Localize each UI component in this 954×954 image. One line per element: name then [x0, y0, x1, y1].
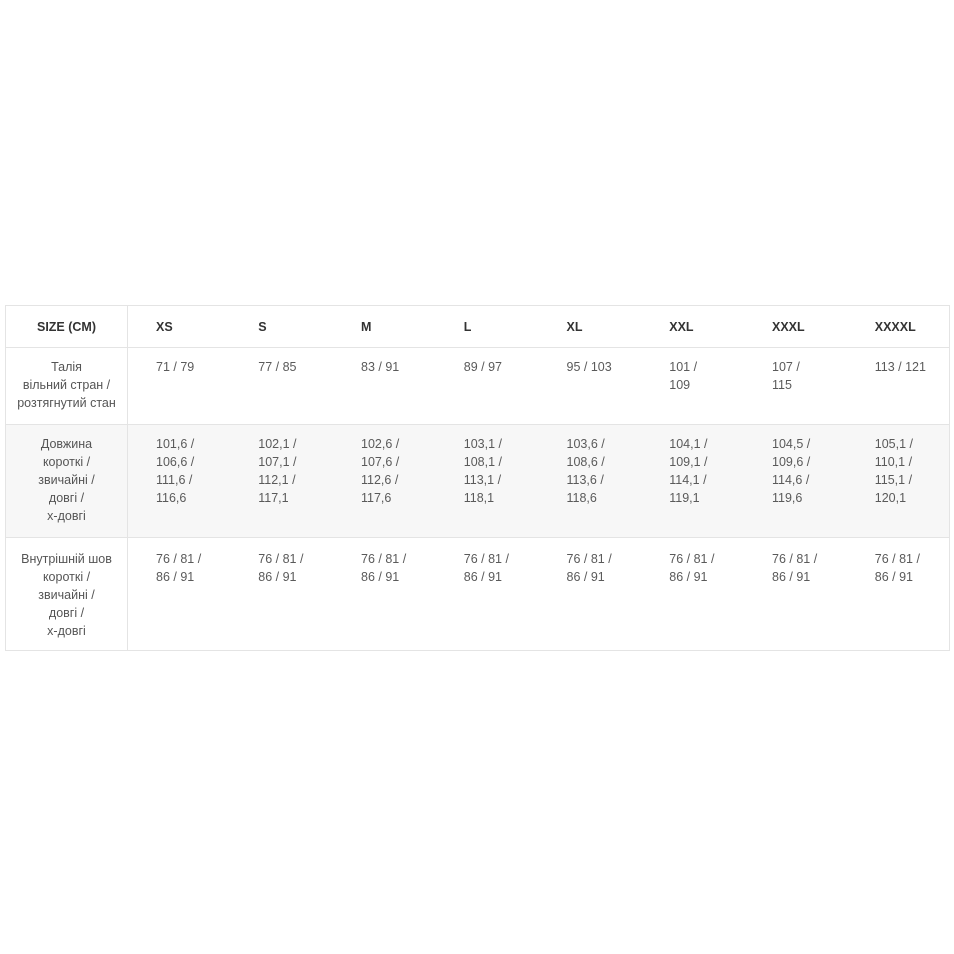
- table-cell: 83 / 91: [361, 360, 400, 374]
- size-header-l: L: [463, 319, 472, 334]
- size-header-m: M: [361, 319, 372, 334]
- table-cell: 76 / 81 / 86 / 91: [669, 552, 715, 584]
- table-row-inseam: [6, 538, 950, 651]
- table-cell: 107 / 115: [772, 360, 800, 392]
- table-cell: 76 / 81 / 86 / 91: [566, 552, 612, 584]
- size-header-label: SIZE (CM): [6, 306, 128, 348]
- table-cell: 103,6 / 108,6 / 113,6 / 118,6: [566, 437, 605, 505]
- table-cell: 113 / 121: [874, 360, 926, 374]
- table-cell: 101,6 / 106,6 / 111,6 / 116,6: [156, 437, 195, 505]
- table-cell: 103,1 / 108,1 / 113,1 / 118,1: [463, 437, 502, 505]
- size-header-xxxl: XXXL: [772, 319, 805, 334]
- table-row-waist: [6, 348, 950, 425]
- table-cell: 76 / 81 / 86 / 91: [463, 552, 509, 584]
- table-cell: 76 / 81 / 86 / 91: [361, 552, 407, 584]
- row-label-inseam: Внутрішній шов короткі / звичайні / довгі / х-довгі: [21, 552, 112, 638]
- row-label-length: Довжина короткі / звичайні / довгі / х-довгі: [38, 437, 95, 523]
- table-cell: 102,1 / 107,1 / 112,1 / 117,1: [258, 437, 297, 505]
- size-chart-table: [5, 305, 950, 651]
- table-cell: 76 / 81 / 86 / 91: [258, 552, 304, 584]
- table-cell: 102,6 / 107,6 / 112,6 / 117,6: [361, 437, 400, 505]
- table-cell: 71 / 79: [156, 360, 195, 374]
- row-label-waist: Талія вільний стран / розтягнутий стан: [17, 360, 116, 410]
- table-cell: 76 / 81 / 86 / 91: [772, 552, 818, 584]
- table-cell: 104,5 / 109,6 / 114,6 / 119,6: [772, 437, 811, 505]
- size-header-xl: XL: [566, 319, 583, 334]
- table-cell: 76 / 81 / 86 / 91: [156, 552, 202, 584]
- table-cell: 105,1 / 110,1 / 115,1 / 120,1: [874, 437, 913, 505]
- table-cell: 77 / 85: [258, 360, 297, 374]
- size-header-xs: XS: [156, 319, 173, 334]
- size-header-s: S: [258, 319, 267, 334]
- size-header-xxxxl: XXXXL: [874, 319, 916, 334]
- table-cell: 101 / 109: [669, 360, 698, 392]
- size-header-xxl: XXL: [669, 319, 694, 334]
- table-row-length: [6, 425, 950, 538]
- table-cell: 95 / 103: [566, 360, 612, 374]
- table-cell: 89 / 97: [463, 360, 502, 374]
- size-header-row: [6, 306, 950, 348]
- table-cell: 104,1 / 109,1 / 114,1 / 119,1: [669, 437, 708, 505]
- table-cell: 76 / 81 / 86 / 91: [874, 552, 920, 584]
